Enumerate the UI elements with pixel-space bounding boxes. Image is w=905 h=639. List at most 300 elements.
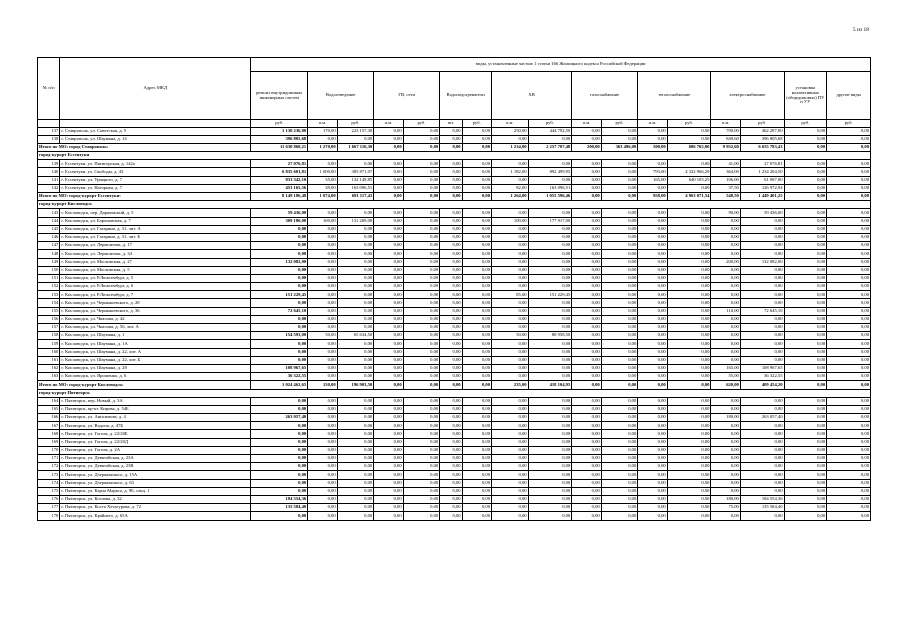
- total-label: Итого по МО: город-курорт Ессентуки:: [38, 193, 251, 201]
- row-total-cost: 833 342,10: [251, 176, 308, 184]
- table-row: [38, 430, 871, 438]
- value-cell: 0,00: [784, 217, 827, 225]
- value-cell: 0,00: [740, 479, 784, 487]
- value-cell: 1 270,00: [308, 143, 337, 151]
- value-cell: 0,00: [667, 495, 711, 503]
- value-cell: 0,00: [337, 209, 374, 217]
- value-cell: 0,00: [374, 332, 403, 340]
- value-cell: 0,00: [827, 225, 871, 233]
- value-cell: 0,00: [440, 324, 462, 332]
- value-cell: 0,00: [784, 193, 827, 201]
- value-cell: 0,00: [784, 160, 827, 168]
- value-cell: 0,00: [572, 135, 601, 143]
- value-cell: 0,00: [528, 242, 572, 250]
- value-cell: 0,00: [403, 193, 440, 201]
- value-cell: 0,00: [638, 324, 667, 332]
- value-cell: 0,00: [337, 364, 374, 372]
- row-number: 167: [38, 422, 60, 430]
- value-cell: 0,00: [374, 348, 403, 356]
- value-cell: 0,00: [492, 487, 529, 495]
- value-cell: 0,00: [440, 405, 462, 413]
- value-cell: 0,00: [462, 397, 491, 405]
- row-number: 170: [38, 446, 60, 454]
- value-cell: 0,00: [308, 340, 337, 348]
- value-cell: 0,00: [374, 430, 403, 438]
- value-cell: 0,00: [308, 463, 337, 471]
- row-number: 157: [38, 324, 60, 332]
- value-cell: 0,00: [572, 217, 601, 225]
- value-cell: 0,00: [403, 242, 440, 250]
- value-cell: 0,00: [440, 242, 462, 250]
- value-cell: 0,00: [337, 422, 374, 430]
- value-cell: 0,00: [827, 250, 871, 258]
- row-total-cost: 263 057,40: [251, 414, 308, 422]
- row-address: г. Ессентуки, ул. Пятигорская, д. 142а: [60, 160, 251, 168]
- value-cell: 0,00: [601, 135, 638, 143]
- value-cell: 0,00: [374, 471, 403, 479]
- value-cell: 0,00: [492, 463, 529, 471]
- value-cell: 0,00: [462, 258, 491, 266]
- value-cell: 0,00: [462, 364, 491, 372]
- table-row: [38, 242, 871, 250]
- value-cell: 0,00: [403, 495, 440, 503]
- value-cell: 0,00: [784, 274, 827, 282]
- value-cell: 0,00: [784, 225, 827, 233]
- value-cell: 0,00: [492, 405, 529, 413]
- value-cell: 0,00: [440, 193, 462, 201]
- row-number: 148: [38, 250, 60, 258]
- value-cell: 0,00: [440, 495, 462, 503]
- value-cell: 0,00: [403, 512, 440, 520]
- table-row: [38, 315, 871, 323]
- value-cell: 0,00: [572, 446, 601, 454]
- value-cell: 0,00: [740, 242, 784, 250]
- table-row: [38, 463, 871, 471]
- value-cell: 0,00: [528, 455, 572, 463]
- value-cell: 0,00: [711, 356, 740, 364]
- row-total-cost: 396 805,68: [251, 135, 308, 143]
- row-address: г. Ессентуки, ул. Урицкого, д. 7: [60, 176, 251, 184]
- value-cell: 0,00: [827, 487, 871, 495]
- value-cell: 0,00: [374, 283, 403, 291]
- unit-cell: [60, 120, 251, 128]
- row-total-cost: 0,00: [251, 471, 308, 479]
- row-total-cost: 132 082,00: [251, 258, 308, 266]
- value-cell: 0,00: [740, 315, 784, 323]
- row-total-cost: 184 554,36: [251, 495, 308, 503]
- value-cell: 0,00: [462, 438, 491, 446]
- value-cell: 0,00: [528, 209, 572, 217]
- value-cell: 0,00: [440, 274, 462, 282]
- value-cell: 0,00: [572, 315, 601, 323]
- row-address: г. Кисловодск, ул. Гагарина, д. 31, лит. А: [60, 225, 251, 233]
- value-cell: 0,00: [601, 495, 638, 503]
- value-cell: 0,00: [638, 471, 667, 479]
- group-header: ХВ: [492, 72, 572, 120]
- value-cell: 0,00: [528, 504, 572, 512]
- row-number: 163: [38, 373, 60, 381]
- value-cell: 0,00: [827, 348, 871, 356]
- row-address: г. Кисловодск, ул. Шаумяна, д. 22, лит. Б: [60, 356, 251, 364]
- value-cell: 0,00: [827, 315, 871, 323]
- row-number: 151: [38, 274, 60, 282]
- value-cell: 0,00: [337, 479, 374, 487]
- value-cell: 0,00: [601, 446, 638, 454]
- value-cell: 0,00: [528, 364, 572, 372]
- value-cell: 0,00: [403, 283, 440, 291]
- row-total-cost: 0,00: [251, 242, 308, 250]
- value-cell: 0,00: [492, 266, 529, 274]
- value-cell: 0,00: [711, 512, 740, 520]
- value-cell: 0,00: [667, 373, 711, 381]
- row-total-cost: 0,00: [251, 487, 308, 495]
- total-label: Итого по МО: город Ставрополь:: [38, 143, 251, 151]
- value-cell: 0,00: [711, 487, 740, 495]
- value-cell: 0,00: [601, 430, 638, 438]
- value-cell: 0,00: [440, 364, 462, 372]
- value-cell: 0,00: [403, 414, 440, 422]
- value-cell: 0,00: [462, 127, 491, 135]
- value-cell: 0,00: [440, 340, 462, 348]
- row-address: г. Кисловодск, ул. Чернышевского, д. 36: [60, 307, 251, 315]
- value-cell: 0,00: [601, 233, 638, 241]
- value-cell: 0,00: [403, 405, 440, 413]
- row-number: 150: [38, 266, 60, 274]
- value-cell: 0,00: [572, 356, 601, 364]
- value-cell: 0,00: [784, 438, 827, 446]
- value-cell: 0,00: [308, 348, 337, 356]
- value-cell: 0,00: [601, 127, 638, 135]
- value-cell: 0,00: [667, 471, 711, 479]
- value-cell: 0,00: [374, 422, 403, 430]
- value-cell: 0,00: [572, 455, 601, 463]
- value-cell: 0,00: [403, 209, 440, 217]
- value-cell: 0,00: [337, 373, 374, 381]
- value-cell: 0,00: [667, 430, 711, 438]
- value-cell: 0,00: [308, 471, 337, 479]
- value-cell: 0,00: [528, 414, 572, 422]
- value-cell: 0,00: [403, 307, 440, 315]
- value-cell: 0,00: [308, 266, 337, 274]
- value-cell: 0,00: [440, 463, 462, 471]
- row-address: г. Кисловодск, ул. Чернышевского, д. 28: [60, 299, 251, 307]
- value-cell: 0,00: [462, 471, 491, 479]
- value-cell: 0,00: [403, 397, 440, 405]
- value-cell: 0,00: [374, 233, 403, 241]
- value-cell: 75,00: [711, 504, 740, 512]
- value-cell: 0,00: [308, 414, 337, 422]
- value-cell: 0,00: [784, 168, 827, 176]
- value-cell: 0,00: [337, 274, 374, 282]
- value-cell: 0,00: [667, 233, 711, 241]
- value-cell: 0,00: [308, 242, 337, 250]
- row-address: г. Кисловодск, ул. Лермонтова, д. 17: [60, 242, 251, 250]
- value-cell: 0,00: [711, 274, 740, 282]
- unit-cell: руб.: [601, 120, 638, 128]
- row-number: 142: [38, 184, 60, 192]
- value-cell: 0,00: [601, 438, 638, 446]
- value-cell: 418 104,95: [528, 381, 572, 389]
- value-cell: 0,00: [374, 258, 403, 266]
- value-cell: 0,00: [528, 324, 572, 332]
- value-cell: 0,00: [638, 504, 667, 512]
- row-number: 172: [38, 463, 60, 471]
- value-cell: 0,00: [403, 356, 440, 364]
- row-number: 139: [38, 160, 60, 168]
- row-number: 154: [38, 299, 60, 307]
- value-cell: 0,00: [740, 348, 784, 356]
- value-cell: 0,00: [492, 397, 529, 405]
- row-total-cost: 36 322,55: [251, 373, 308, 381]
- row-address: г. Пятигорск, ул. Анисимова, д. 4: [60, 414, 251, 422]
- value-cell: 0,00: [440, 332, 462, 340]
- value-cell: 0,00: [528, 348, 572, 356]
- value-cell: 1 074,00: [308, 193, 337, 201]
- value-cell: 0,00: [337, 356, 374, 364]
- value-cell: 0,00: [308, 274, 337, 282]
- value-cell: 0,00: [572, 258, 601, 266]
- value-cell: 0,00: [440, 471, 462, 479]
- table-row: [38, 225, 871, 233]
- value-cell: 0,00: [638, 291, 667, 299]
- value-cell: 0,00: [462, 356, 491, 364]
- value-cell: 0,00: [711, 455, 740, 463]
- value-cell: 0,00: [337, 299, 374, 307]
- value-cell: 0,00: [492, 471, 529, 479]
- row-total-cost: 154 593,00: [251, 332, 308, 340]
- value-cell: 0,00: [462, 381, 491, 389]
- value-cell: 0,00: [667, 242, 711, 250]
- value-cell: 0,00: [572, 299, 601, 307]
- table-row: [38, 446, 871, 454]
- value-cell: 0,00: [667, 504, 711, 512]
- value-cell: 0,00: [572, 495, 601, 503]
- value-cell: 0,00: [462, 242, 491, 250]
- value-cell: 0,00: [374, 135, 403, 143]
- value-cell: 0,00: [638, 217, 667, 225]
- unit-cell: руб.: [528, 120, 572, 128]
- value-cell: 0,00: [667, 356, 711, 364]
- types-caption: виды, установленные частью 1 статьи 166 Жилищного кодекса Российской Федерации: [251, 58, 871, 72]
- value-cell: 0,00: [492, 340, 529, 348]
- value-cell: 0,00: [827, 193, 871, 201]
- table-row: [38, 455, 871, 463]
- value-cell: 0,00: [601, 414, 638, 422]
- value-cell: 0,00: [337, 307, 374, 315]
- total-row: [38, 143, 871, 151]
- value-cell: 0,00: [374, 356, 403, 364]
- value-cell: 0,00: [572, 193, 601, 201]
- value-cell: 0,00: [711, 463, 740, 471]
- row-number: 173: [38, 471, 60, 479]
- value-cell: 0,00: [711, 315, 740, 323]
- table-row: [38, 209, 871, 217]
- table-row: [38, 274, 871, 282]
- value-cell: 0,00: [462, 463, 491, 471]
- value-cell: 0,00: [528, 438, 572, 446]
- value-cell: 0,00: [784, 242, 827, 250]
- value-cell: 0,00: [601, 405, 638, 413]
- value-cell: 0,00: [572, 307, 601, 315]
- row-address: г. Кисловодск, ул. Бароновская, д. 7: [60, 217, 251, 225]
- value-cell: 0,00: [528, 225, 572, 233]
- value-cell: 0,00: [601, 225, 638, 233]
- value-cell: 0,00: [784, 127, 827, 135]
- row-address: г. Кисловодск, ул. Чкалова, д. 42: [60, 315, 251, 323]
- table-row: [38, 364, 871, 372]
- table-row: [38, 438, 871, 446]
- value-cell: 1 264,00: [492, 193, 529, 201]
- value-cell: 0,00: [601, 266, 638, 274]
- value-cell: 0,00: [462, 512, 491, 520]
- value-cell: 0,00: [403, 455, 440, 463]
- value-cell: 72 645,10: [740, 307, 784, 315]
- value-cell: 0,00: [827, 274, 871, 282]
- row-number: 137: [38, 127, 60, 135]
- value-cell: 0,00: [528, 405, 572, 413]
- value-cell: 0,00: [711, 340, 740, 348]
- row-number: 155: [38, 307, 60, 315]
- value-cell: 0,00: [374, 373, 403, 381]
- value-cell: 0,00: [572, 414, 601, 422]
- value-cell: 0,00: [308, 250, 337, 258]
- value-cell: 0,00: [462, 184, 491, 192]
- unit-cell: п.м.: [308, 120, 337, 128]
- value-cell: 0,00: [308, 233, 337, 241]
- value-cell: 0,00: [601, 348, 638, 356]
- value-cell: 849,60: [711, 135, 740, 143]
- group-header: другие виды: [827, 72, 871, 120]
- row-total-cost: 0,00: [251, 283, 308, 291]
- value-cell: 0,00: [667, 127, 711, 135]
- value-cell: 0,00: [308, 307, 337, 315]
- value-cell: 0,00: [462, 373, 491, 381]
- value-cell: 0,00: [572, 381, 601, 389]
- value-cell: 0,00: [492, 504, 529, 512]
- value-cell: 235,00: [492, 381, 529, 389]
- value-cell: 0,00: [403, 168, 440, 176]
- row-address: г. Кисловодск, ул. Шаумяна, д. 22, лит. А: [60, 348, 251, 356]
- value-cell: 0,00: [572, 233, 601, 241]
- value-cell: 0,00: [601, 307, 638, 315]
- row-address: г. Кисловодск, ул. Московская, д. 27: [60, 258, 251, 266]
- value-cell: 0,00: [711, 242, 740, 250]
- value-cell: 35,00: [308, 176, 337, 184]
- value-cell: 0,00: [374, 455, 403, 463]
- value-cell: 0,00: [528, 356, 572, 364]
- table-row: [38, 471, 871, 479]
- value-cell: 0,00: [572, 397, 601, 405]
- row-address: г. Пятигорск, пер. Новый, д. 3А: [60, 397, 251, 405]
- value-cell: 50,00: [492, 332, 529, 340]
- table-row: [38, 184, 871, 192]
- value-cell: 0,00: [337, 405, 374, 413]
- value-cell: 0,00: [440, 266, 462, 274]
- value-cell: 0,00: [827, 143, 871, 151]
- value-cell: 0,00: [711, 446, 740, 454]
- value-cell: 0,00: [374, 438, 403, 446]
- value-cell: 0,00: [784, 471, 827, 479]
- row-number: 156: [38, 315, 60, 323]
- value-cell: 0,00: [462, 446, 491, 454]
- value-cell: 0,00: [308, 487, 337, 495]
- value-cell: 0,00: [827, 340, 871, 348]
- value-cell: 0,00: [601, 258, 638, 266]
- row-address: г. Кисловодск, пер. Даржинский, д. 5: [60, 209, 251, 217]
- value-cell: 0,00: [638, 463, 667, 471]
- value-cell: 0,00: [827, 356, 871, 364]
- value-cell: 0,00: [667, 250, 711, 258]
- value-cell: 0,00: [638, 364, 667, 372]
- value-cell: 0,00: [740, 463, 784, 471]
- group-header: теплоснабжение: [638, 72, 711, 120]
- value-cell: 0,00: [784, 291, 827, 299]
- value-cell: 0,00: [528, 422, 572, 430]
- row-number: 146: [38, 233, 60, 241]
- value-cell: 396 805,68: [740, 135, 784, 143]
- value-cell: 0,00: [827, 291, 871, 299]
- value-cell: 793,00: [638, 168, 667, 176]
- value-cell: 0,00: [667, 332, 711, 340]
- value-cell: 0,00: [403, 291, 440, 299]
- value-cell: 0,00: [667, 217, 711, 225]
- value-cell: 0,00: [440, 373, 462, 381]
- value-cell: 0,00: [638, 299, 667, 307]
- group-label: город-курорт Кисловодск: [38, 201, 871, 209]
- value-cell: 0,00: [711, 233, 740, 241]
- row-number: 152: [38, 283, 60, 291]
- value-cell: 0,00: [440, 487, 462, 495]
- value-cell: 37,50: [711, 184, 740, 192]
- value-cell: 0,00: [827, 414, 871, 422]
- value-cell: 0,00: [667, 364, 711, 372]
- value-cell: 0,00: [601, 324, 638, 332]
- value-cell: 0,00: [403, 143, 440, 151]
- value-cell: 0,00: [740, 332, 784, 340]
- value-cell: 0,00: [492, 446, 529, 454]
- value-cell: 0,00: [492, 242, 529, 250]
- value-cell: 0,00: [638, 209, 667, 217]
- value-cell: 0,00: [601, 479, 638, 487]
- value-cell: 0,00: [638, 446, 667, 454]
- value-cell: 0,00: [337, 266, 374, 274]
- value-cell: 385 871,07: [337, 168, 374, 176]
- value-cell: 0,00: [711, 291, 740, 299]
- value-cell: 85,00: [492, 291, 529, 299]
- value-cell: 0,00: [492, 495, 529, 503]
- unit-cell: шт.: [440, 120, 462, 128]
- row-address: г. Кисловодск, ул. Р.Люксембург, д. 7: [60, 291, 251, 299]
- value-cell: 0,00: [667, 283, 711, 291]
- value-cell: 0,00: [784, 356, 827, 364]
- units-row: [38, 120, 871, 128]
- unit-cell: п.м.: [492, 120, 529, 128]
- value-cell: 0,00: [572, 332, 601, 340]
- value-cell: 200,00: [572, 143, 601, 151]
- value-cell: 0,00: [462, 274, 491, 282]
- value-cell: 0,00: [403, 364, 440, 372]
- value-cell: 0,00: [784, 250, 827, 258]
- value-cell: 0,00: [601, 455, 638, 463]
- table-body: [38, 127, 871, 520]
- value-cell: 0,00: [601, 340, 638, 348]
- table-row: [38, 291, 871, 299]
- value-cell: 640 105,25: [667, 176, 711, 184]
- value-cell: 0,00: [440, 315, 462, 323]
- unit-cell: руб.: [251, 120, 308, 128]
- table-row: [38, 348, 871, 356]
- value-cell: 0,00: [601, 217, 638, 225]
